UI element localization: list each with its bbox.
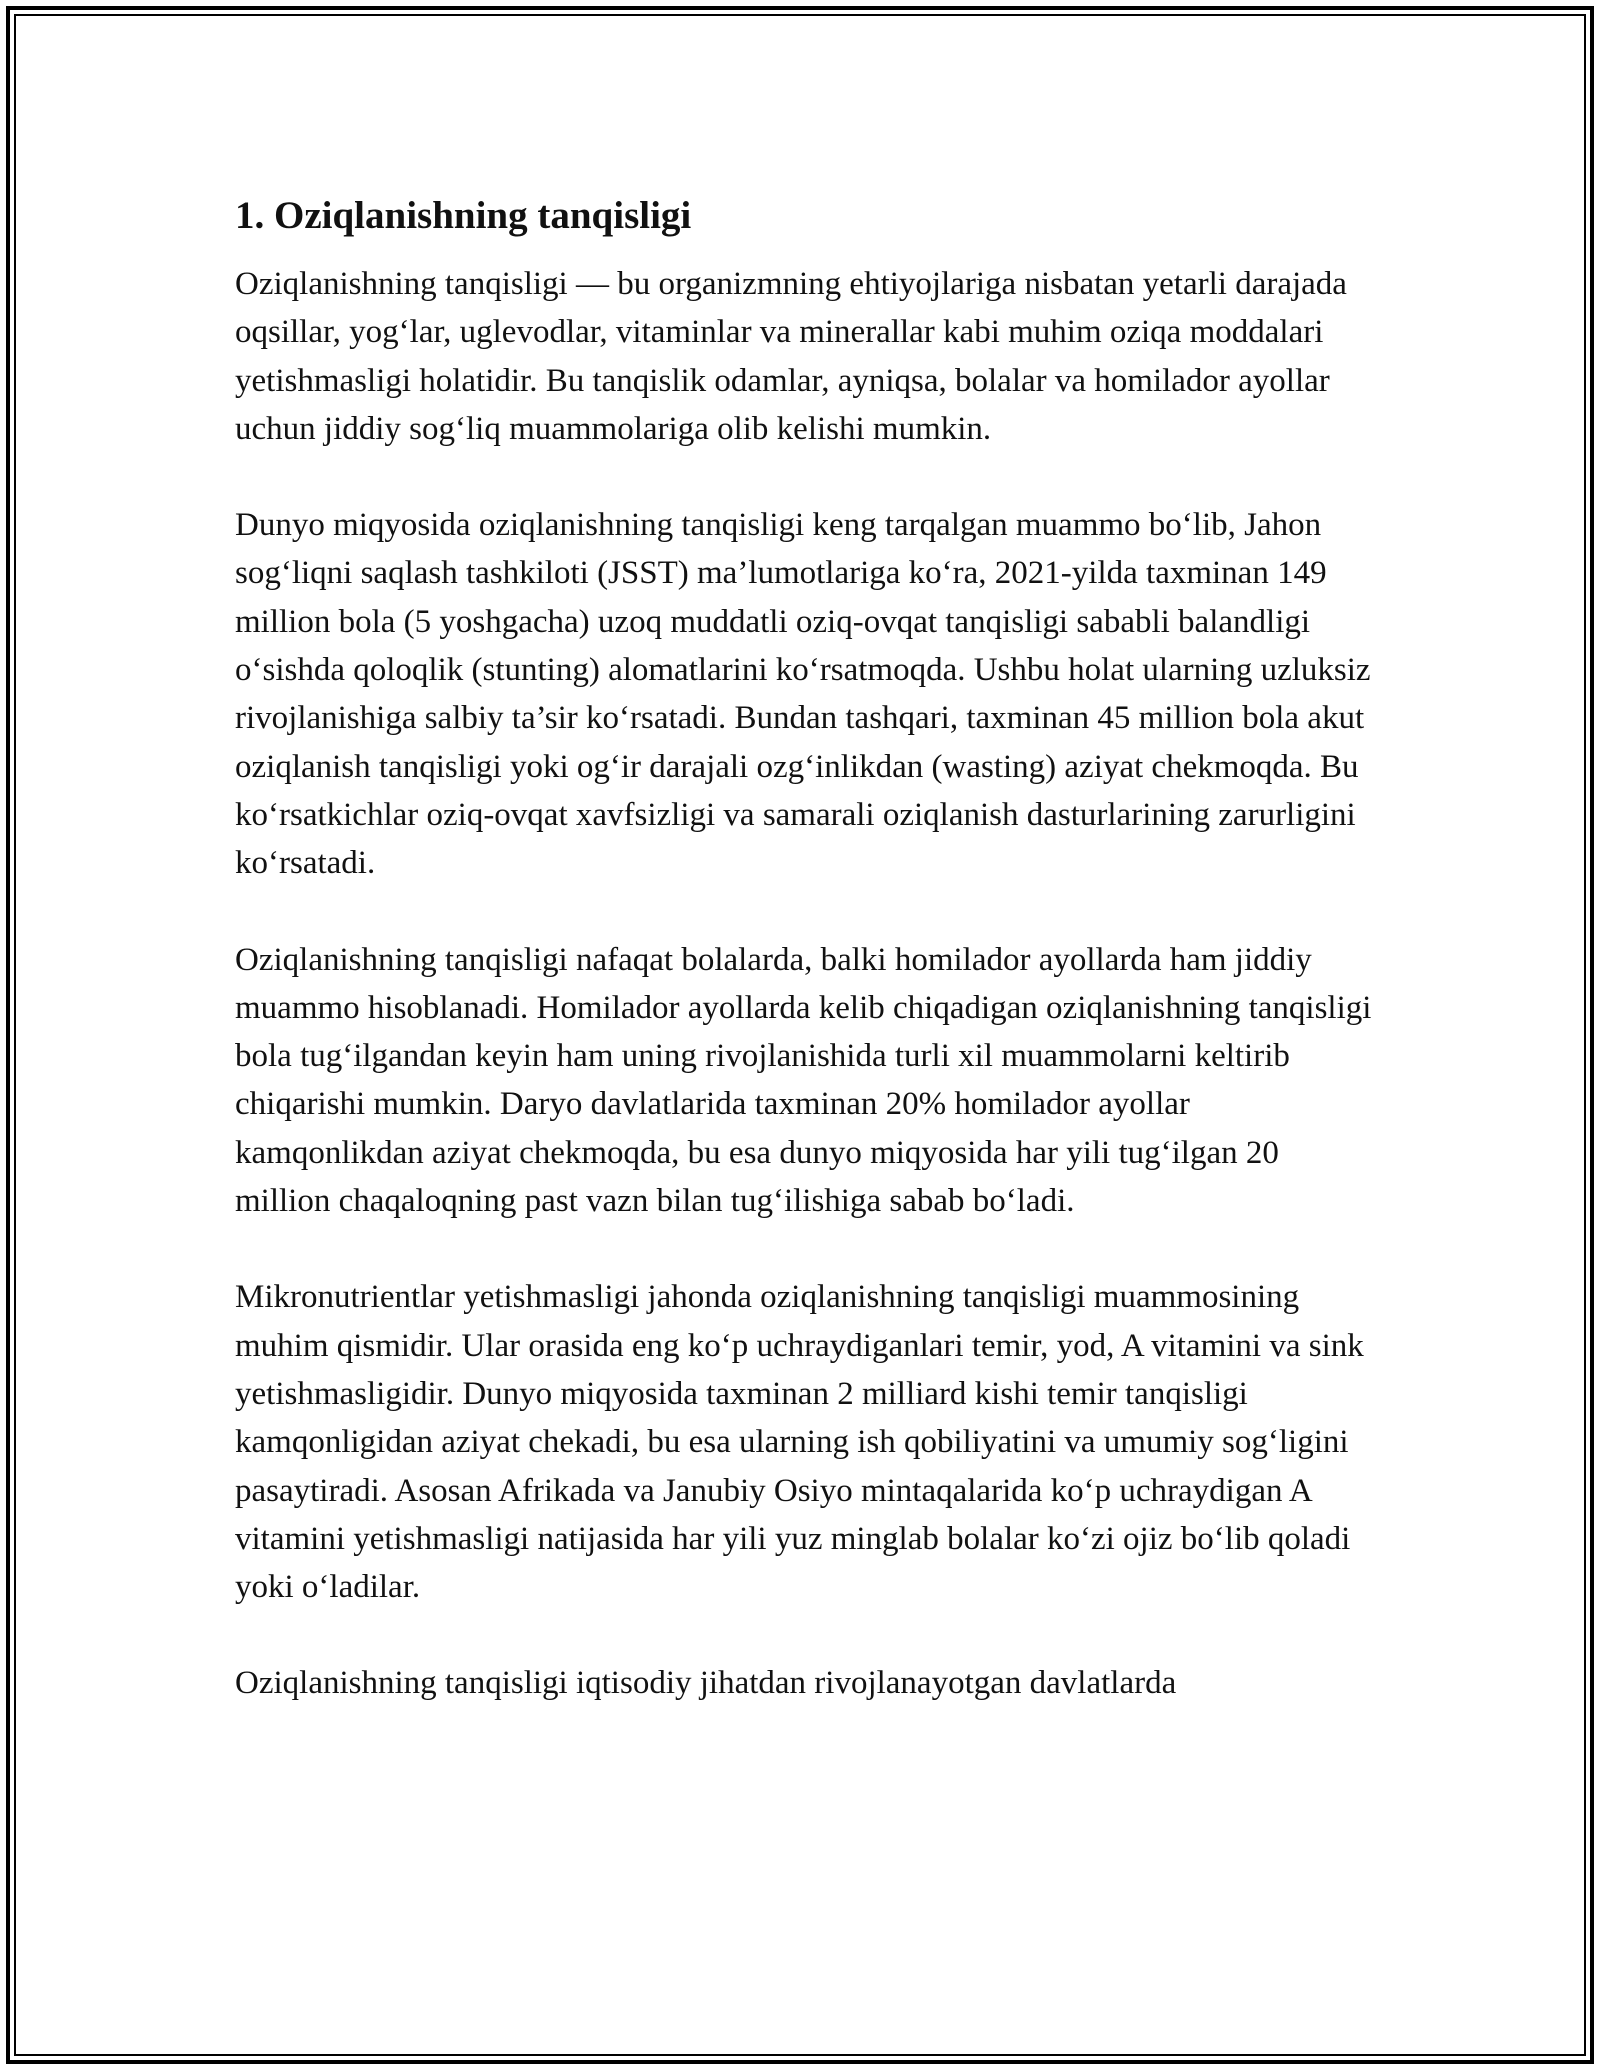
document-body [235,180,1375,1756]
paragraph-1: Oziqlanishning tanqisligi — bu organizmning ehtiyojlariga nisbatan yetarli darajada oqsillar, yog‘lar, uglevodlar, vitaminlar va minerallar kabi muhim oziqa moddalari yetishmasligi holatidir. Bu tanqislik odamlar, ayniqsa, bolalar va homilador ayollar uchun jiddiy sog‘liq muammolariga olib kelishi mumkin. [235,266,1347,447]
paragraph-4: Mikronutrientlar yetishmasligi jahonda oziqlanishning tanqisligi muammosining muhim qismidir. Ular orasida eng ko‘p uchraydiganlari temir, yod, A vitamini va sink yetishmasligidir. Dunyo miqyosida taxminan 2 milliard kishi temir tanqisligi kamqonligidan aziyat chekadi, bu esa ularning ish qobiliyatini va umumiy sog‘ligini pasaytiradi. Asosan Afrikada va Janubiy Osiyo mintaqalarida ko‘p uchraydigan A vitamini yetishmasligi natijasida har yili yuz minglab bolalar ko‘zi ojiz bo‘lib qoladi yoki o‘ladilar. [235,1279,1364,1606]
section-heading: 1. Oziqlanishning tanqisligi [235,194,692,237]
paragraph-2: Dunyo miqyosida oziqlanishning tanqisligi keng tarqalgan muammo bo‘lib, Jahon sog‘liqni saqlash tashkiloti (JSST) ma’lumotlariga ko‘ra, 2021-yilda taxminan 149 million bola (5 yoshgacha) uzoq muddatli oziq-ovqat tanqisligi sababli balandligi o‘sishda qoloqlik (stunting) alomatlarini ko‘rsatmoqda. Ushbu holat ularning uzluksiz rivojlanishiga salbiy ta’sir ko‘rsatadi. Bundan tashqari, taxminan 45 million bola akut oziqlanish tanqisligi yoki og‘ir darajali ozg‘inlikdan (wasting) aziyat chekmoqda. Bu ko‘rsatkichlar oziq-ovqat xavfsizligi va samarali oziqlanish dasturlarining zarurligini ko‘rsatadi. [235,507,1371,882]
paragraph-5: Oziqlanishning tanqisligi iqtisodiy jihatdan rivojlanayotgan davlatlarda [235,1665,1177,1702]
paragraph-3: Oziqlanishning tanqisligi nafaqat bolalarda, balki homilador ayollarda ham jiddiy muammo hisoblanadi. Homilador ayollarda kelib chiqadigan oziqlanishning tanqisligi bola tug‘ilgandan keyin ham uning rivojlanishida turli xil muammolarni keltirib chiqarishi mumkin. Daryo davlatlarida taxminan 20% homilador ayollar kamqonlikdan aziyat chekmoqda, bu esa dunyo miqyosida har yili tug‘ilgan 20 million chaqaloqning past vazn bilan tug‘ilishiga sabab bo‘ladi. [235,941,1372,1220]
